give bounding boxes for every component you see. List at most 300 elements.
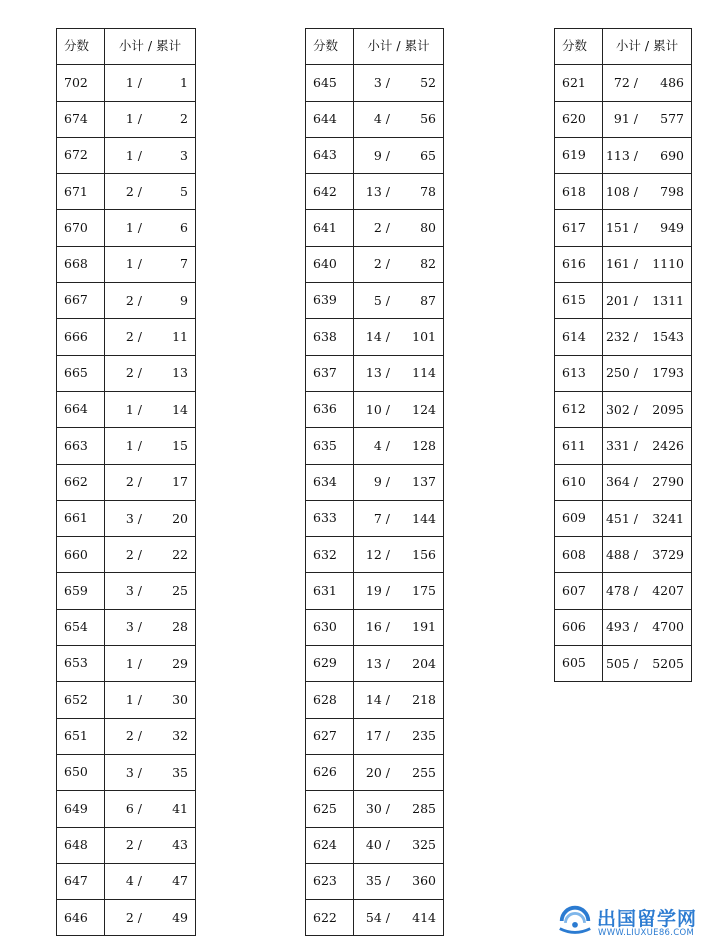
table-row [306,283,444,319]
score-cell: 648 [57,827,105,863]
subtotal-value: 3 / [125,764,142,780]
score-header: 分数 [306,29,354,65]
values-cell [354,537,444,573]
cumulative-value: 128 [412,437,436,453]
values-cell [105,319,196,355]
score-cell: 630 [306,609,354,645]
values-cell [354,754,444,790]
table-row [57,174,196,210]
table-header-row [306,29,444,65]
table-row [306,537,444,573]
score-table-column-3 [554,28,692,682]
score-header: 分数 [57,29,105,65]
table-row [306,609,444,645]
score-cell: 623 [306,863,354,899]
values-cell [105,391,196,427]
subtotal-value: 19 / [365,582,390,598]
table-header-row [555,29,692,65]
table-row [57,246,196,282]
cumulative-value: 32 [172,728,188,744]
score-cell: 671 [57,174,105,210]
table-row [555,500,692,536]
table-row [555,646,692,682]
cumulative-value: 285 [412,800,436,816]
subtotal-value: 20 / [365,764,390,780]
values-cell [105,355,196,391]
score-cell: 636 [306,391,354,427]
values-cell [354,391,444,427]
cumulative-value: 30 [172,691,188,707]
score-table [305,28,444,936]
score-cell: 609 [555,500,603,536]
values-cell [603,537,692,573]
score-cell: 666 [57,319,105,355]
score-cell: 621 [555,65,603,101]
values-cell [354,646,444,682]
table-row [555,609,692,645]
subtotal-value: 72 / [613,74,638,90]
score-cell: 638 [306,319,354,355]
values-cell [354,283,444,319]
values-cell [105,101,196,137]
score-cell: 652 [57,682,105,718]
cumulative-value: 191 [412,619,436,635]
values-cell [105,428,196,464]
values-cell [603,609,692,645]
cumulative-value: 52 [420,74,436,90]
table-row [57,428,196,464]
score-cell: 668 [57,246,105,282]
cumulative-value: 49 [172,909,188,925]
score-cell: 639 [306,283,354,319]
table-row [57,101,196,137]
cumulative-value: 5205 [652,655,684,671]
score-cell: 662 [57,464,105,500]
score-cell: 631 [306,573,354,609]
values-cell [603,391,692,427]
subtotal-value: 3 / [125,619,142,635]
values-cell [105,210,196,246]
score-cell: 622 [306,900,354,936]
subtotal-value: 13 / [365,183,390,199]
values-cell [354,210,444,246]
cumulative-value: 156 [412,546,436,562]
table-row [555,319,692,355]
cumulative-value: 9 [180,292,188,308]
cumulative-value: 3729 [652,546,684,562]
score-cell: 625 [306,791,354,827]
score-cell: 620 [555,101,603,137]
score-cell: 612 [555,391,603,427]
table-row [57,319,196,355]
cumulative-value: 414 [412,909,436,925]
table-row [555,283,692,319]
table-row [306,500,444,536]
table-row [57,609,196,645]
subtotal-value: 2 / [125,546,142,562]
score-cell: 659 [57,573,105,609]
table-row [555,428,692,464]
score-cell: 641 [306,210,354,246]
subtotal-value: 493 / [605,619,638,635]
score-cell: 643 [306,137,354,173]
table-row [306,101,444,137]
values-cell [603,646,692,682]
subtotal-value: 4 / [125,873,142,889]
subtotal-value: 2 / [125,183,142,199]
subtotal-value: 108 / [605,183,638,199]
values-cell [354,137,444,173]
score-cell: 660 [57,537,105,573]
subtotal-value: 30 / [365,800,390,816]
subtotal-value: 232 / [605,328,638,344]
score-cell: 664 [57,391,105,427]
cumulative-value: 5 [180,183,188,199]
table-row [555,210,692,246]
score-cell: 628 [306,682,354,718]
score-table [554,28,692,682]
values-cell [354,246,444,282]
table-row [306,174,444,210]
subtotal-value: 3 / [125,510,142,526]
subtotal-cumulative-header: 小计 / 累计 [105,29,196,65]
table-row [57,65,196,101]
table-row [555,65,692,101]
score-cell: 702 [57,65,105,101]
score-cell: 633 [306,500,354,536]
values-cell [105,464,196,500]
subtotal-value: 7 / [373,510,390,526]
values-cell [105,500,196,536]
cumulative-value: 577 [660,110,684,126]
table-row [306,391,444,427]
values-cell [603,283,692,319]
table-row [57,682,196,718]
subtotal-value: 1 / [125,256,142,272]
subtotal-value: 14 / [365,691,390,707]
subtotal-value: 35 / [365,873,390,889]
table-row [57,754,196,790]
subtotal-value: 2 / [125,365,142,381]
subtotal-value: 113 / [605,147,638,163]
subtotal-value: 1 / [125,437,142,453]
values-cell [105,900,196,936]
table-row [306,319,444,355]
table-row [57,900,196,936]
table-row [306,428,444,464]
table-row [306,464,444,500]
score-cell: 667 [57,283,105,319]
score-cell: 634 [306,464,354,500]
cumulative-value: 47 [172,873,188,889]
score-cell: 635 [306,428,354,464]
cumulative-value: 486 [660,74,684,90]
values-cell [105,827,196,863]
subtotal-value: 451 / [605,510,638,526]
score-cell: 605 [555,646,603,682]
subtotal-value: 1 / [125,74,142,90]
table-row [57,718,196,754]
score-cell: 624 [306,827,354,863]
values-cell [603,174,692,210]
cumulative-value: 4207 [652,582,684,598]
table-row [57,537,196,573]
table-row [306,791,444,827]
globe-logo-icon [556,902,594,940]
table-row [57,391,196,427]
table-row [57,827,196,863]
cumulative-value: 87 [420,292,436,308]
cumulative-value: 255 [412,764,436,780]
cumulative-value: 1543 [652,328,684,344]
cumulative-value: 218 [412,691,436,707]
cumulative-value: 114 [412,365,436,381]
score-cell: 665 [57,355,105,391]
cumulative-value: 144 [412,510,436,526]
score-cell: 618 [555,174,603,210]
subtotal-value: 13 / [365,655,390,671]
cumulative-value: 204 [412,655,436,671]
table-row [306,246,444,282]
subtotal-value: 1 / [125,219,142,235]
subtotal-value: 2 / [373,219,390,235]
subtotal-value: 17 / [365,728,390,744]
cumulative-value: 1110 [652,256,684,272]
values-cell [105,754,196,790]
subtotal-value: 1 / [125,401,142,417]
values-cell [105,609,196,645]
cumulative-value: 2095 [652,401,684,417]
cumulative-value: 78 [420,183,436,199]
cumulative-value: 35 [172,764,188,780]
cumulative-value: 43 [172,836,188,852]
values-cell [354,174,444,210]
cumulative-value: 4700 [652,619,684,635]
subtotal-value: 54 / [365,909,390,925]
score-cell: 670 [57,210,105,246]
subtotal-cumulative-header: 小计 / 累计 [603,29,692,65]
values-cell [105,646,196,682]
values-cell [105,682,196,718]
score-cell: 627 [306,718,354,754]
values-cell [354,718,444,754]
subtotal-value: 6 / [125,800,142,816]
cumulative-value: 2 [180,110,188,126]
cumulative-value: 124 [412,401,436,417]
subtotal-value: 3 / [373,74,390,90]
score-cell: 619 [555,137,603,173]
values-cell [105,537,196,573]
table-row [555,573,692,609]
cumulative-value: 798 [660,183,684,199]
table-row [57,863,196,899]
score-cell: 649 [57,791,105,827]
values-cell [354,101,444,137]
table-header-row [57,29,196,65]
score-cell: 646 [57,900,105,936]
cumulative-value: 25 [172,582,188,598]
cumulative-value: 13 [172,365,188,381]
cumulative-value: 82 [420,256,436,272]
table-row [57,210,196,246]
score-cell: 651 [57,718,105,754]
cumulative-value: 2426 [652,437,684,453]
subtotal-value: 1 / [125,110,142,126]
subtotal-value: 302 / [605,401,638,417]
cumulative-value: 56 [420,110,436,126]
subtotal-value: 2 / [125,836,142,852]
cumulative-value: 3241 [652,510,684,526]
table-row [555,537,692,573]
cumulative-value: 41 [172,800,188,816]
subtotal-value: 2 / [125,909,142,925]
table-row [306,863,444,899]
cumulative-value: 325 [412,836,436,852]
watermark-url: WWW.LIUXUE86.COM [598,928,695,938]
table-row [57,573,196,609]
table-row [57,791,196,827]
values-cell [354,791,444,827]
values-cell [603,500,692,536]
score-cell: 606 [555,609,603,645]
score-cell: 607 [555,573,603,609]
subtotal-value: 91 / [613,110,638,126]
table-row [555,464,692,500]
cumulative-value: 235 [412,728,436,744]
score-cell: 642 [306,174,354,210]
values-cell [354,900,444,936]
score-cell: 613 [555,355,603,391]
table-row [555,137,692,173]
values-cell [603,137,692,173]
values-cell [354,428,444,464]
subtotal-value: 2 / [125,292,142,308]
table-row [555,174,692,210]
score-header: 分数 [555,29,603,65]
subtotal-value: 10 / [365,401,390,417]
table-row [306,718,444,754]
subtotal-cumulative-header: 小计 / 累计 [354,29,444,65]
table-row [306,137,444,173]
subtotal-value: 5 / [373,292,390,308]
values-cell [105,137,196,173]
score-cell: 611 [555,428,603,464]
cumulative-value: 80 [420,219,436,235]
values-cell [354,573,444,609]
cumulative-value: 14 [172,401,188,417]
subtotal-value: 4 / [373,437,390,453]
table-row [57,355,196,391]
cumulative-value: 65 [420,147,436,163]
values-cell [105,174,196,210]
table-row [555,246,692,282]
values-cell [603,573,692,609]
table-row [57,137,196,173]
cumulative-value: 175 [412,582,436,598]
table-row [57,464,196,500]
score-cell: 661 [57,500,105,536]
values-cell [354,863,444,899]
subtotal-value: 2 / [125,473,142,489]
subtotal-value: 478 / [605,582,638,598]
score-cell: 616 [555,246,603,282]
values-cell [354,609,444,645]
values-cell [603,246,692,282]
score-cell: 647 [57,863,105,899]
subtotal-value: 161 / [605,256,638,272]
watermark-name: 出国留学网 [597,908,698,930]
cumulative-value: 137 [412,473,436,489]
subtotal-value: 2 / [373,256,390,272]
values-cell [105,791,196,827]
values-cell [105,65,196,101]
values-cell [603,355,692,391]
values-cell [354,464,444,500]
subtotal-value: 40 / [365,836,390,852]
subtotal-value: 505 / [605,655,638,671]
values-cell [603,101,692,137]
score-cell: 640 [306,246,354,282]
subtotal-value: 364 / [605,473,638,489]
values-cell [603,65,692,101]
cumulative-value: 6 [180,219,188,235]
cumulative-value: 360 [412,873,436,889]
score-cell: 608 [555,537,603,573]
values-cell [354,65,444,101]
values-cell [603,210,692,246]
table-row [57,283,196,319]
cumulative-value: 15 [172,437,188,453]
values-cell [354,319,444,355]
score-table-column-2 [305,28,444,936]
values-cell [354,355,444,391]
cumulative-value: 29 [172,655,188,671]
score-cell: 617 [555,210,603,246]
values-cell [354,500,444,536]
score-cell: 615 [555,283,603,319]
subtotal-value: 151 / [605,219,638,235]
subtotal-value: 1 / [125,147,142,163]
score-cell: 645 [306,65,354,101]
subtotal-value: 9 / [373,147,390,163]
table-row [555,101,692,137]
score-cell: 663 [57,428,105,464]
cumulative-value: 28 [172,619,188,635]
values-cell [105,863,196,899]
cumulative-value: 690 [660,147,684,163]
score-table [56,28,196,936]
score-cell: 614 [555,319,603,355]
table-row [306,646,444,682]
values-cell [603,319,692,355]
values-cell [105,246,196,282]
subtotal-value: 13 / [365,365,390,381]
score-cell: 610 [555,464,603,500]
table-row [306,65,444,101]
subtotal-value: 16 / [365,619,390,635]
cumulative-value: 1 [180,74,188,90]
score-cell: 654 [57,609,105,645]
score-cell: 629 [306,646,354,682]
cumulative-value: 7 [180,256,188,272]
subtotal-value: 488 / [605,546,638,562]
subtotal-value: 250 / [605,365,638,381]
table-row [306,682,444,718]
cumulative-value: 1793 [652,365,684,381]
values-cell [354,682,444,718]
cumulative-value: 3 [180,147,188,163]
cumulative-value: 22 [172,546,188,562]
